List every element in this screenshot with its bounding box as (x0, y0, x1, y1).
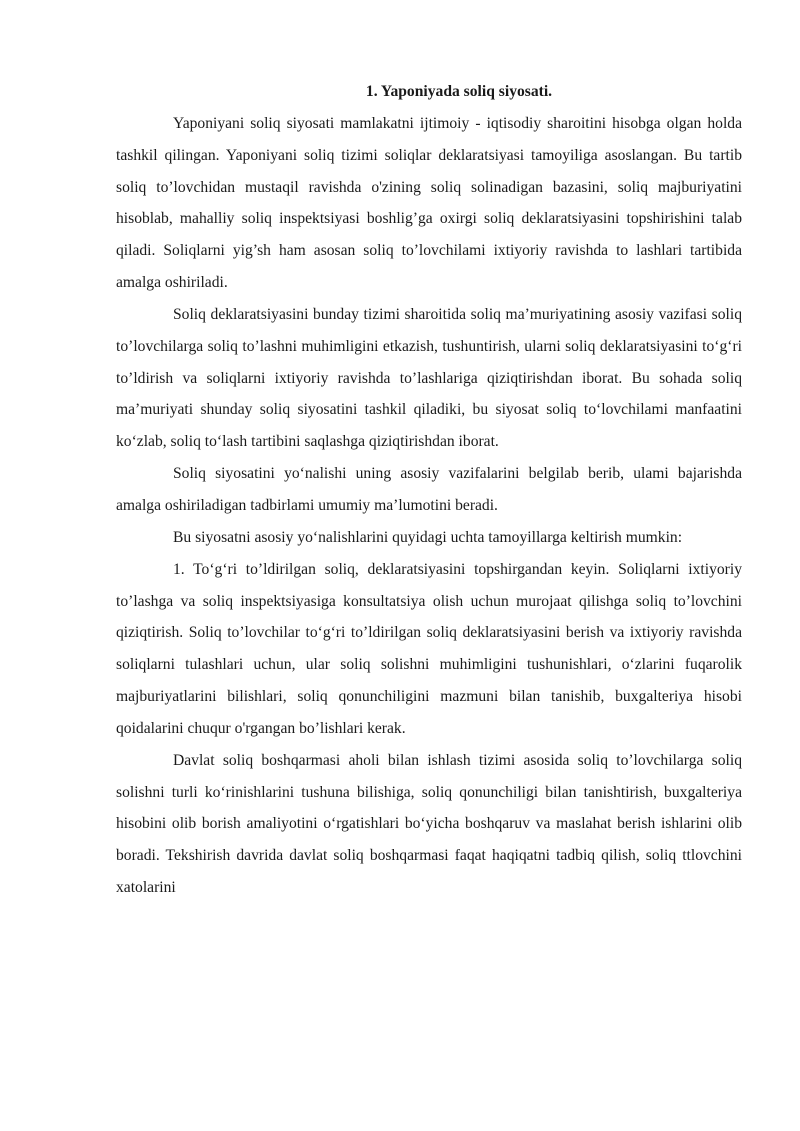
document-page (116, 76, 742, 904)
paragraph-6: Davlat soliq boshqarmasi aholi bilan ishlash tizimi asosida soliq to’lovchilarga soliq solishni turli ko‘rinishlarini tushuna bilishiga, soliq qonunchiligi bilan tanishtirish, buxgalteriya hisobini olib borish amaliyotini o‘rgatishlari bo‘yicha boshqaruv va maslahat berish ishlarini olib boradi. Tekshirish davrida davlat soliq boshqarmasi faqat haqiqatni tadbiq qilish, soliq ttlovchini xatolarini (116, 751, 742, 897)
paragraph-2: Soliq deklaratsiyasini bunday tizimi sharoitida soliq ma’muriyatining asosiy vazifasi soliq to’lovchilarga soliq to’lashni muhimligini etkazish, tushuntirish, ularni soliq deklaratsiyasini to‘g‘ri to’ldirish va soliqlarni ixtiyoriy ravishda to’lashlariga qiziqtirishdan iborat. Bu sohada soliq ma’muriyati shunday soliq siyosatini tashkil qiladiki, bu siyosat soliq to‘lovchilami manfaatini ko‘zlab, soliq to‘lash tartibini saqlashga qiziqtirishdan iborat. (116, 305, 742, 451)
section-title: 1. Yaponiyada soliq siyosati. (365, 83, 553, 100)
paragraph-4: Bu siyosatni asosiy yo‘nalishlarini quyidagi uchta tamoyillarga keltirish mumkin: (173, 528, 683, 546)
paragraph-5: 1. To‘g‘ri to’ldirilgan soliq, deklaratsiyasini topshirgandan keyin. Soliqlarni ixtiyoriy to’lashga va soliq inspektsiyasiga konsultatsiya olish uchun murojaat qilishga soliq to’lovchini qiziqtirish. Soliq to’lovchilar to‘g‘ri to’ldirilgan soliq deklaratsiyasini berish va ixtiyoriy ravishda soliqlarni tulashlari uchun, ular soliq solishni muhimligini tushunishlari, o‘zlarini fuqarolik majburiyatlarini bilishlari, soliq qonunchiligini mazmuni bilan tanishib, buxgalteriya hisobi qoidalarini chuqur o'rgangan bo’lishlari kerak. (116, 560, 742, 737)
paragraph-3: Soliq siyosatini yo‘nalishi uning asosiy vazifalarini belgilab berib, ulami bajarishda amalga oshiriladigan tadbirlami umumiy ma’lumotini beradi. (116, 465, 742, 514)
paragraph-1: Yaponiyani soliq siyosati mamlakatni ijtimoiy - iqtisodiy sharoitini hisobga olgan holda tashkil qilingan. Yaponiyani soliq tizimi soliqlar deklaratsiyasi tamoyiliga asoslangan. Bu tartib soliq to’lovchidan mustaqil ravishda o'zining soliq solinadigan bazasini, soliq majburiyatini hisoblab, mahalliy soliq inspektsiyasi boshlig’ga oxirgi soliq deklaratsiyasini topshirishini talab qiladi. Soliqlarni yig’sh ham asosan soliq to’lovchilami ixtiyoriy ravishda to lashlari tartibida amalga oshiriladi. (116, 114, 742, 292)
